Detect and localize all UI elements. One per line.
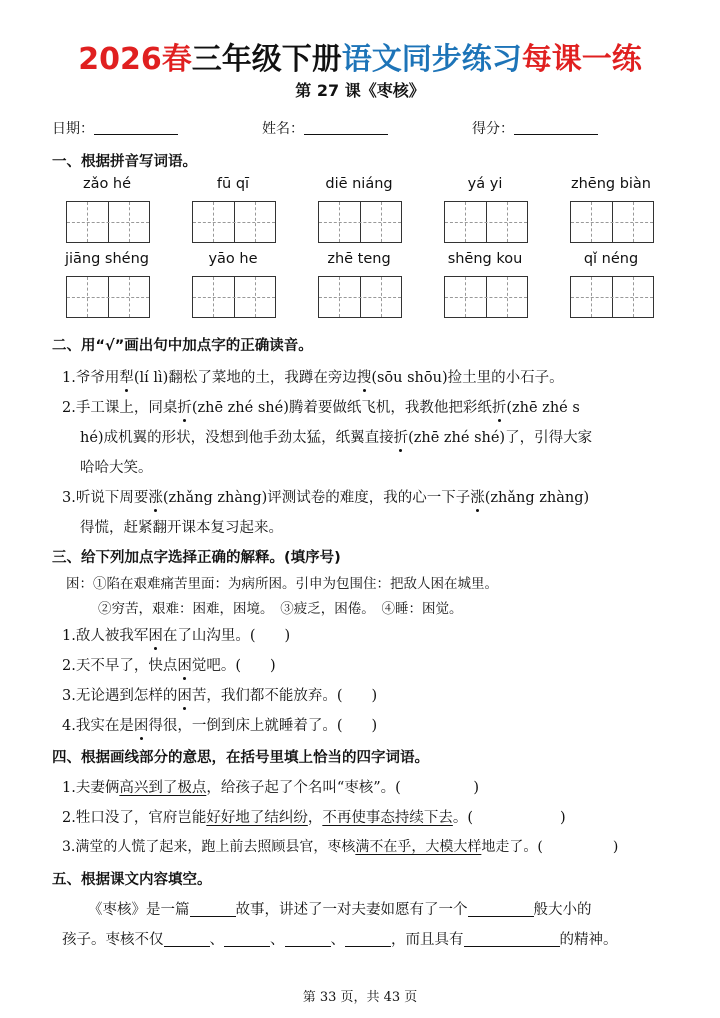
writing-grid[interactable] <box>192 201 276 243</box>
date-blank[interactable] <box>94 120 178 135</box>
fill-line: 孩子。枣核不仅 、 、 、 ，而且具有 的精神。 <box>62 932 618 948</box>
writing-grid[interactable] <box>570 276 654 318</box>
pinyin-label: zǎo hé <box>82 176 132 192</box>
pinyin-label: zhēng biàn <box>570 176 652 192</box>
definition-line: 困：①陷在艰难痛苦里面：为病所困。引申为包围住：把敌人困在城里。 <box>66 576 498 592</box>
writing-grid[interactable] <box>66 276 150 318</box>
fill-blank[interactable] <box>464 931 560 947</box>
score-blank[interactable] <box>514 120 598 135</box>
title-part-grade: 三年级下册 <box>191 42 342 77</box>
writing-grid[interactable] <box>192 276 276 318</box>
question-line: hé)成机翼的形状，没想到他手劲太猛，纸翼直接折(zhē zhé shé)了，引得大家 <box>80 426 592 447</box>
section1-heading: 一、根据拼音写词语。 <box>52 154 197 170</box>
title-part-subject: 语文同步练习 <box>341 42 522 77</box>
date-field <box>52 118 178 138</box>
date-label: 日期： <box>52 121 94 137</box>
worksheet-title <box>0 34 720 78</box>
pinyin-label: qǐ néng <box>583 251 639 267</box>
section3-heading: 三、给下列加点字选择正确的解释。(填序号) <box>52 550 341 566</box>
section4-heading: 四、根据画线部分的意思，在括号里填上恰当的四字词语。 <box>52 750 429 766</box>
fill-blank[interactable] <box>164 931 210 947</box>
title-part-daily: 每课一练 <box>521 42 642 77</box>
lesson-title: 第 27 课《枣核》 <box>295 81 425 100</box>
writing-grid[interactable] <box>444 201 528 243</box>
name-field <box>262 118 388 138</box>
question-line: 2.天不早了，快点困觉吧。( ) <box>62 654 276 675</box>
fill-blank[interactable] <box>345 931 391 947</box>
pinyin-label: yá yi <box>467 176 503 192</box>
writing-grid[interactable] <box>318 201 402 243</box>
name-blank[interactable] <box>304 120 388 135</box>
definition-line: ②穷苦，艰难：困难，困境。 ③疲乏，困倦。 ④睡：困觉。 <box>98 601 463 617</box>
pinyin-label: yāo he <box>208 251 258 267</box>
writing-grid[interactable] <box>66 201 150 243</box>
title-part-year: 2026春 <box>78 42 192 77</box>
fill-blank[interactable] <box>190 901 236 917</box>
pinyin-label: shēng kou <box>447 251 523 267</box>
question-line: 得慌，赶紧翻开课本复习起来。 <box>80 520 283 536</box>
question-line: 2.手工课上，同桌折(zhē zhé shé)腾着要做纸飞机，我教他把彩纸折(zhē zhé s <box>62 396 580 417</box>
fill-line: 《枣核》是一篇 故事，讲述了一对夫妻如愿有了一个 般大小的 <box>88 902 592 918</box>
fill-blank[interactable] <box>224 931 270 947</box>
score-field <box>472 118 598 138</box>
pinyin-label: jiāng shéng <box>64 251 149 267</box>
question-line: 2.牲口没了，官府岂能好好地了结纠纷，不再使事态持续下去。( ) <box>62 810 566 826</box>
name-label: 姓名： <box>262 121 304 137</box>
writing-grid[interactable] <box>444 276 528 318</box>
question-line: 3.听说下周要涨(zhǎng zhàng)评测试卷的难度，我的心一下子涨(zhǎng zhàng) <box>62 486 589 507</box>
question-line: 哈哈大笑。 <box>80 460 153 476</box>
section2-heading: 二、用“√”画出句中加点字的正确读音。 <box>52 338 313 354</box>
pinyin-label: fū qī <box>216 176 250 192</box>
page-number: 第 33 页，共 43 页 <box>302 990 418 1005</box>
question-line: 1.爷爷用犁(lí lì)翻松了菜地的土，我蹲在旁边搜(sōu shōu)捡土里的小石子。 <box>62 366 564 387</box>
score-label: 得分： <box>472 121 514 137</box>
question-line: 1.夫妻俩高兴到了极点，给孩子起了个名叫“枣核”。( ) <box>62 780 479 796</box>
writing-grid[interactable] <box>318 276 402 318</box>
question-line: 1.敌人被我军困在了山沟里。( ) <box>62 624 290 645</box>
question-line: 3.满堂的人慌了起来，跑上前去照顾县官，枣核满不在乎，大模大样地走了。( ) <box>62 839 619 855</box>
question-line: 3.无论遇到怎样的困苦，我们都不能放弃。( ) <box>62 684 377 705</box>
pinyin-label: diē niáng <box>325 176 393 192</box>
section5-heading: 五、根据课文内容填空。 <box>52 872 212 888</box>
writing-grid[interactable] <box>570 201 654 243</box>
question-line: 4.我实在是困得很，一倒到床上就睡着了。( ) <box>62 714 377 735</box>
fill-blank[interactable] <box>285 931 331 947</box>
pinyin-label: zhē teng <box>327 251 391 267</box>
fill-blank[interactable] <box>468 901 534 917</box>
